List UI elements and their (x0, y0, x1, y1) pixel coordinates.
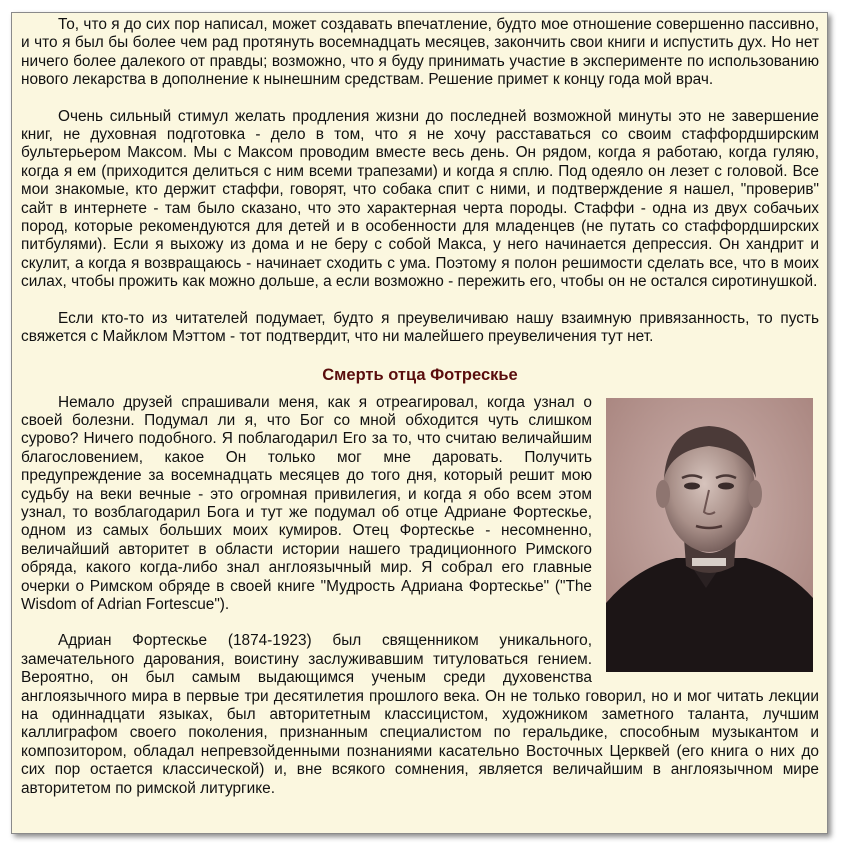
paragraph-2: Очень сильный стимул желать продления жизни до последней возможной минуты это не завершение книг, не духовная подготовка - дело в том, что я не хочу расставаться со своим стаффордширским бультерьером Максом. Мы с Максом проводим вместе весь день. Он рядом, когда я работаю, когда гуляю, когда я ем (приходится делиться с ним всеми трапезами) и когда я сплю. Под одеяло он лезет с головой. Все мои знакомые, кто держит стаффи, говорят, что собака спит с ними, и подтверждение я нашел, "проверив" сайт в интернете - там было сказано, что это характерная черта породы. Стаффи - одна из двух собачьих пород, которые рекомендуются для детей и в особенности для младенцев (не путать со стаффордширских питбулями). Если я выхожу из дома и не беру с собой Макса, у него начинается депрессия. Он хандрит и скулит, а когда я возвращаюсь - начинает сходить с ума. Поэтому я полон решимости сделать все, что в моих силах, чтобы прожить как можно дольше, а если возможно - пережить его, чтобы он не остался сиротинушкой. (21, 107, 819, 291)
paragraph-1: То, что я до сих пор написал, может создавать впечатление, будто мое отношение совершенно пассивно, и что я был бы более чем рад протянуть восемнадцать месяцев, закончить свои книги и испустить дух. Но нет ничего более далекого от правды; возможно, что я буду принимать участие в эксперименте по использованию нового лекарства в дополнение к нынешним средствам. Решение примет к концу года мой врач. (21, 16, 819, 89)
section-heading: Смерть отца Фотрескье (322, 365, 518, 384)
article-frame (11, 12, 828, 834)
paragraph-4: Немало друзей спрашивали меня, как я отреагировал, когда узнал о своей болезни. Подумал ли я, что Бог со мной обходится чуть слишком сурово? Ничего подобного. Я поблагодарил Его за то, что считаю величайшим благословением, какое Он только мог мне даровать. Получить предупреждение за восемнадцать месяцев до того дня, который решит мою судьбу на веки вечные - это огромная привилегия, и когда я обо всем этом узнал, то возблагодарил Бога и тут же подумал об отце Адриане Фортескье, одном из самых больших моих кумиров. Отец Фортескье - несомненно, величайший авторитет в области истории нашего традиционного Римского обряда, какого когда-либо знал англоязычный мир. Я собрал его главные очерки о Римском обряде в своей книге "Мудрость Адриана Фортескье" ("The Wisdom of Adrian Fortescue"). (21, 393, 592, 613)
paragraph-5: Адриан Фортескье (1874-1923) был священником уникального, замечательного дарования, воистину заслуживавшим титуловаться гением. Вероятно, он был самым выдающимся ученым среди духовенства англоязычного мира в первые три десятилетия прошлого века. Он не только говорил, но и мог читать лекции на одиннадцати языках, был авторитетным классицистом, художником заметного таланта, лучшим каллиграфом своего поколения, признанным специалистом по геральдике, способным музыкантом и композитором, обладал непревзойденными познаниями касательно Восточных Церквей (его книга о них до сих пор остается классической) и, вне всякого сомнения, является величайшим в англоязычном мире авторитетом по римской литургике. (21, 632, 819, 797)
paragraph-3: Если кто-то из читателей подумает, будто я преувеличиваю нашу взаимную привязанность, то пусть свяжется с Майклом Мэттом - тот подтвердит, что ни малейшего преувеличения тут нет. (21, 309, 819, 346)
portrait-photo (606, 398, 813, 672)
portrait-illustration (606, 398, 813, 672)
